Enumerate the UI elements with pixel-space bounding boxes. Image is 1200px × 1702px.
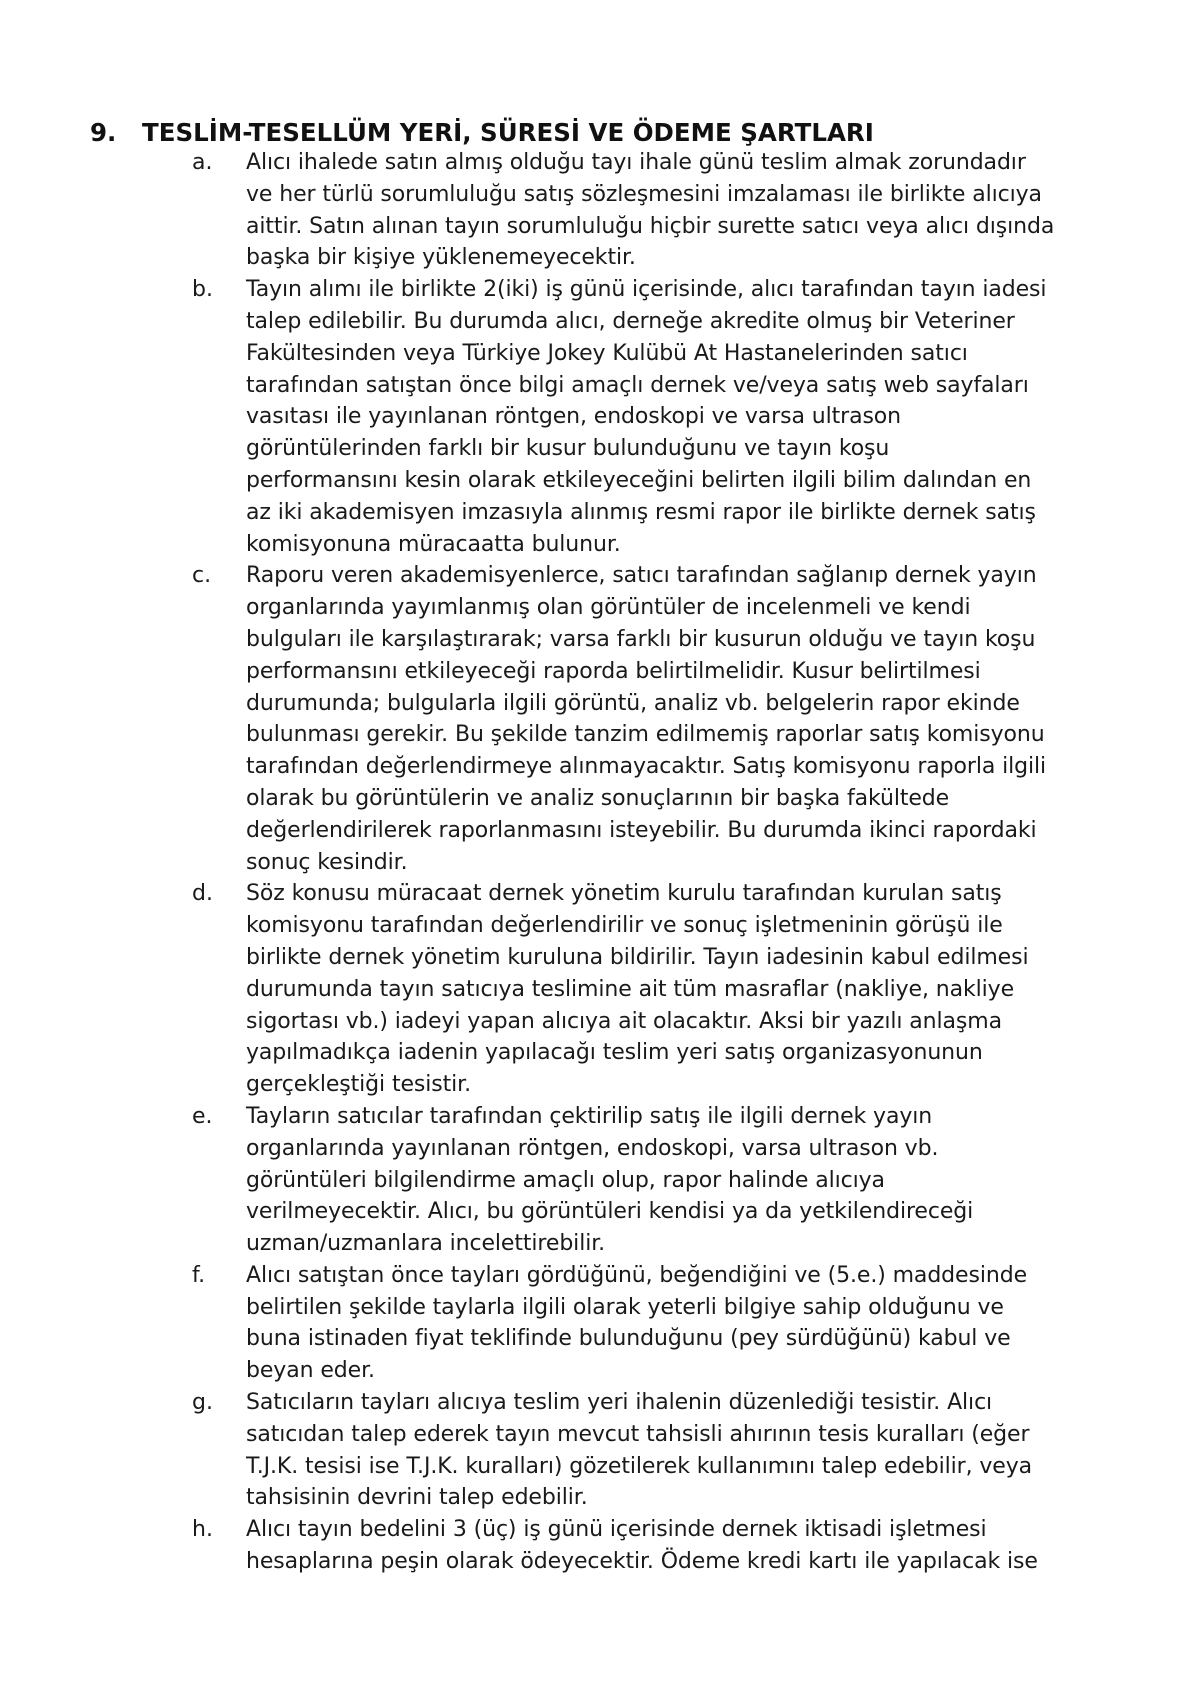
clause-text: Alıcı ihalede satın almış olduğu tayı ihale günü teslim almak zorundadır ve her türlü sorumluluğu satış sözleşmesini imzalaması ile birlikte alıcıya aittir. Satın alınan tayın sorumluluğu hiçbir surette satıcı veya alıcı dışında başka bir kişiye yüklenemeyecektir. (246, 150, 1055, 271)
clause-item (192, 147, 1092, 274)
clause-item (192, 274, 1092, 560)
section-heading (90, 116, 874, 150)
clause-marker: h. (192, 1517, 213, 1543)
section-number: 9. (90, 118, 117, 147)
clause-marker: e. (192, 1103, 213, 1129)
clause-marker: b. (192, 277, 213, 303)
clause-marker: d. (192, 881, 213, 907)
clause-marker: c. (192, 563, 212, 589)
clause-text: Alıcı tayın bedelini 3 (üç) iş günü içerisinde dernek iktisadi işletmesi hesaplarına peşin olarak ödeyecektir. Ödeme kredi kartı ile yapılacak ise (246, 1517, 1038, 1575)
clause-item (192, 878, 1092, 1101)
clause-text: Satıcıların tayları alıcıya teslim yeri ihalenin düzenlediği tesistir. Alıcı satıcıdan talep ederek tayın mevcut tahsisli ahırının tesis kuralları (eğer T.J.K. tesisi ise T.J.K. kuralları) gözetilerek kullanımını talep edebilir, veya tahsisinin devrini talep edebilir. (246, 1390, 1033, 1511)
clause-text: Alıcı satıştan önce tayları gördüğünü, beğendiğini ve (5.e.) maddesinde belirtilen şekilde taylarla ilgili olarak yeterli bilgiye sahip olduğunu ve buna istinaden fiyat teklifinde bulunduğunu (pey sürdüğünü) kabul ve beyan eder. (246, 1262, 1028, 1384)
clause-marker: f. (192, 1262, 206, 1288)
clause-item (192, 560, 1092, 878)
clause-item (192, 1514, 1092, 1578)
clause-marker: a. (192, 150, 213, 175)
clause-text: Söz konusu müracaat dernek yönetim kurulu tarafından kurulan satış komisyonu tarafından değerlendirilir ve sonuç işletmeninin görüşü ile birlikte dernek yönetim kuruluna bildirilir. Tayın iadesinin kabul edilmesi durumunda tayın satıcıya teslimine ait tüm masraflar (nakliye, nakliye sigortası vb.) iadeyi yapan alıcıya ait olacaktır. Aksi bir yazılı anlaşma yapılmadıkça iadenin yapılacağı teslim yeri satış organizasyonunun gerçekleştiği tesistir. (246, 881, 1029, 1098)
section-title: TESLİM-TESELLÜM YERİ, SÜRESİ VE ÖDEME ŞARTLARI (142, 118, 874, 147)
clause-item (192, 1387, 1092, 1514)
clause-item (192, 1101, 1092, 1260)
clause-text: Tayların satıcılar tarafından çektirilip satış ile ilgili dernek yayın organlarında yayınlanan röntgen, endoskopi, varsa ultrason vb. görüntüleri bilgilendirme amaçlı olup, rapor halinde alıcıya verilmeyecektir. Alıcı, bu görüntüleri kendisi ya da yetkilendireceği uzman/uzmanlara incelettirebilir. (246, 1103, 974, 1257)
clause-text: Raporu veren akademisyenlerce, satıcı tarafından sağlanıp dernek yayın organlarında yayımlanmış olan görüntüler de incelenmeli ve kendi bulguları ile karşılaştırarak; varsa farklı bir kusurun olduğu ve tayın koşu performansını etkileyeceği raporda belirtilmelidir. Kusur belirtilmesi durumunda; bulgularla ilgili görüntü, analiz vb. belgelerin rapor ekinde bulunması gerekir. Bu şekilde tanzim edilmemiş raporlar satış komisyonu tarafından değerlendirmeye alınmayacaktır. Satış komisyonu raporla ilgili olarak bu görüntülerin ve analiz sonuçlarının bir başka fakültede değerlendirilerek raporlanmasını isteyebilir. Bu durumda ikinci rapordaki sonuç kesindir. (246, 563, 1047, 875)
clause-marker: g. (192, 1390, 213, 1416)
clause-item (192, 1260, 1092, 1387)
clause-text: Tayın alımı ile birlikte 2(iki) iş günü içerisinde, alıcı tarafından tayın iadesi talep edilebilir. Bu durumda alıcı, derneğe akredite olmuş bir Veteriner Fakültesinden veya Türkiye Jokey Kulübü At Hastanelerinden satıcı tarafından satıştan önce bilgi amaçlı dernek ve/veya satış web sayfaları vasıtası ile yayınlanan röntgen, endoskopi ve varsa ultrason görüntülerinden farklı bir kusur bulunduğunu ve tayın koşu performansını kesin olarak etkileyeceğini belirten ilgili bilim dalından en az iki akademisyen imzasıyla alınmış resmi rapor ile birlikte dernek satış komisyonuna müracaatta bulunur. (246, 277, 1047, 557)
clause-list (192, 147, 1092, 1578)
